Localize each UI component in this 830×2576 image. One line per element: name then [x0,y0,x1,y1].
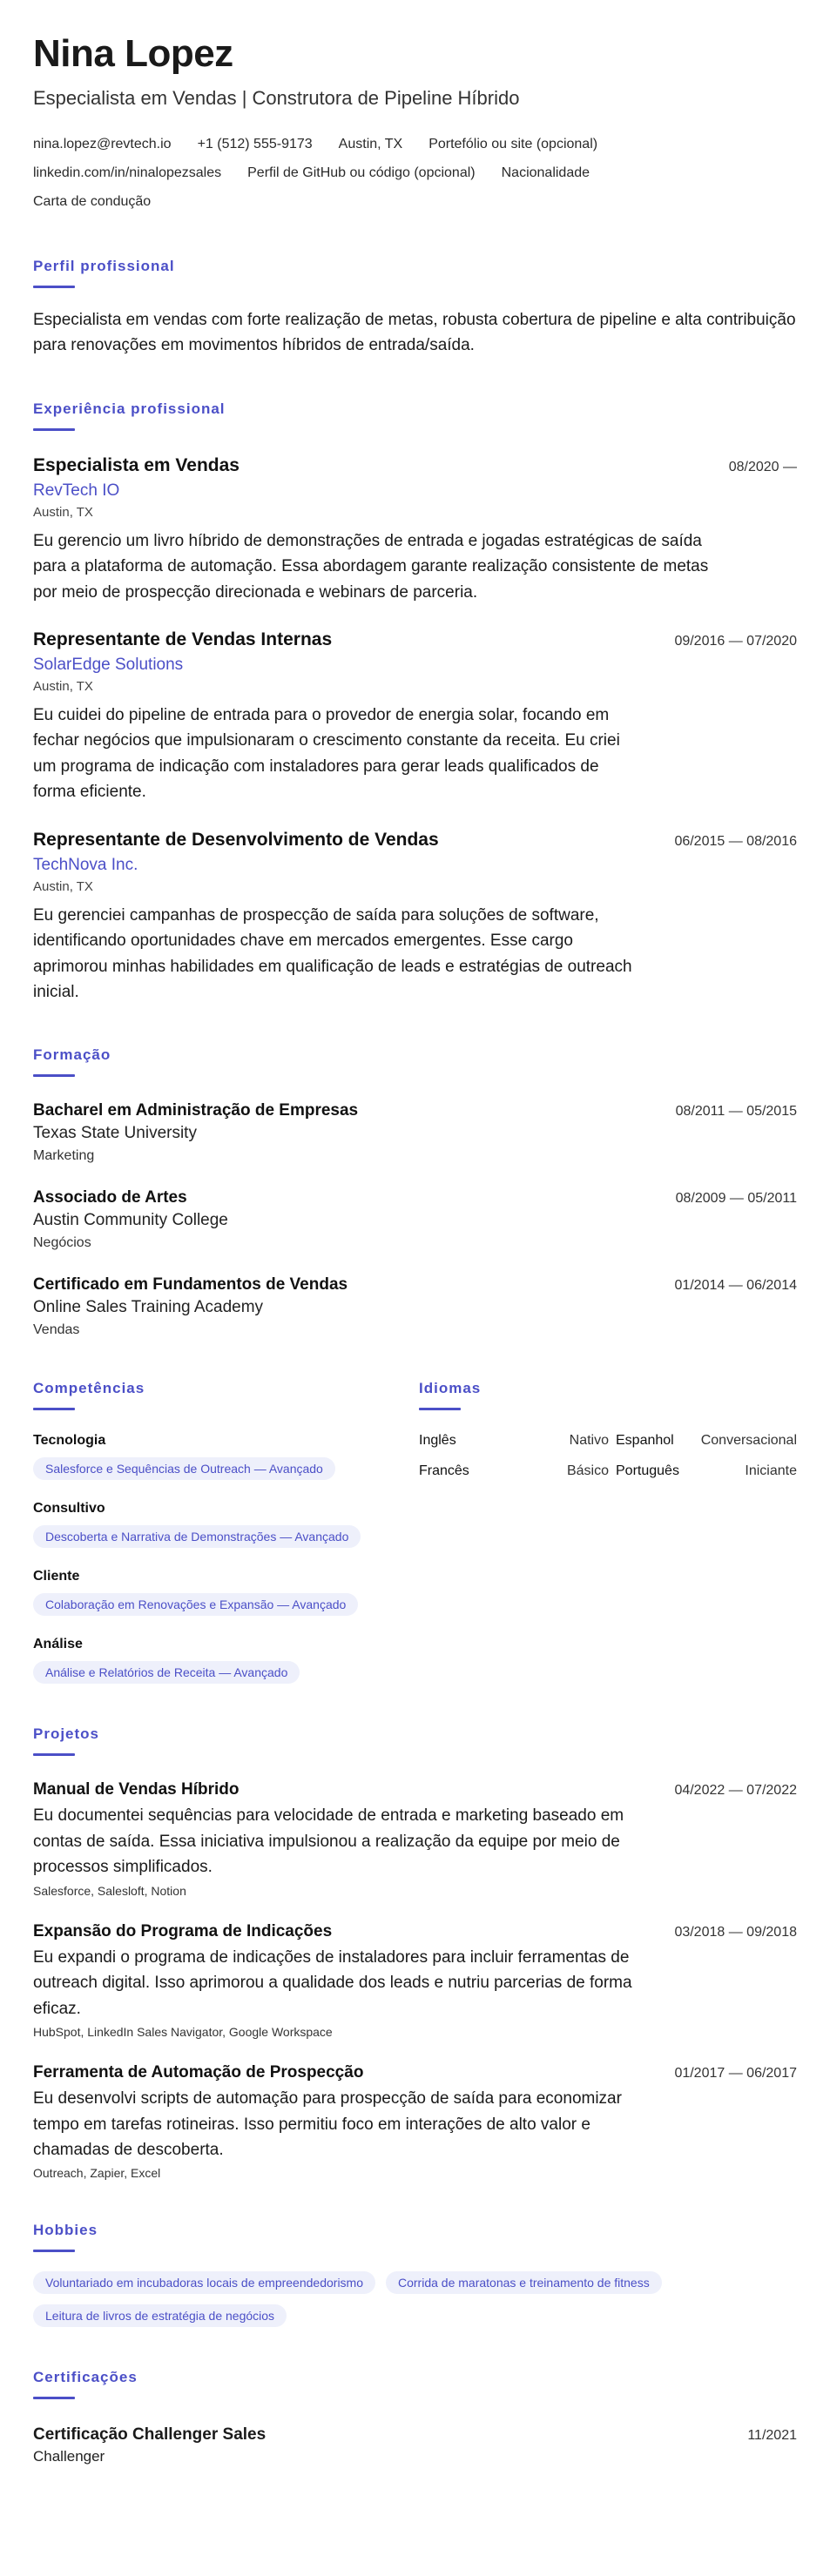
language-list [419,1433,797,1479]
skill-pill: Descoberta e Narrativa de Demonstrações — Avançado [33,1525,361,1548]
hobby-pill: Leitura de livros de estratégia de negócios [33,2304,287,2327]
section-heading: Perfil profissional [33,258,175,288]
degree-title: Certificado em Fundamentos de Vendas [33,1275,348,1295]
education-section [33,1046,797,1338]
education-entry [33,1101,797,1164]
hobby-pill: Voluntariado em incubadoras locais de empreendedorismo [33,2271,375,2294]
section-heading: Competências [33,1380,145,1410]
project-title: Ferramenta de Automação de Prospecção [33,2063,364,2082]
contact-email: nina.lopez@revtech.io [33,136,172,151]
section-heading: Projetos [33,1725,99,1756]
job-description: Eu cuidei do pipeline de entrada para o provedor de energia solar, focando em fechar negócios que impulsionaram o crescimento constante da receita. Eu criei um programa de indicação com instaladores para gerar leads qualificados de forma eficiente. [33,705,620,802]
job-location: Austin, TX [33,678,93,694]
school-name: Online Sales Training Academy [33,1298,264,1317]
project-title: Manual de Vendas Híbrido [33,1780,240,1799]
certification-entry [33,2425,797,2465]
skills-languages-row [33,1380,797,1684]
skills-section [33,1380,419,1684]
language-name: Português [616,1463,679,1479]
education-date: 01/2014 — 06/2014 [674,1278,797,1294]
skill-category: Análise [33,1637,83,1652]
study-field: Vendas [33,1322,80,1338]
project-entry [33,1780,797,1897]
language-level: Iniciante [745,1463,797,1479]
education-date: 08/2011 — 05/2015 [675,1104,797,1120]
section-heading: Formação [33,1046,111,1077]
education-date: 08/2009 — 05/2011 [675,1191,797,1207]
language-name: Francês [419,1463,469,1479]
study-field: Negócios [33,1235,91,1251]
job-title: Representante de Desenvolvimento de Vendas [33,829,439,850]
skill-category: Cliente [33,1569,80,1584]
hobby-pill: Corrida de maratonas e treinamento de fitness [386,2271,662,2294]
certification-issuer: Challenger [33,2448,105,2465]
language-level: Nativo [569,1433,609,1449]
hobbies-section [33,2222,797,2327]
job-title: Especialista em Vendas [33,454,240,475]
profile-summary: Especialista em vendas com forte realização de metas, robusta cobertura de pipeline e alta contribuição para renovações em movimentos híbridos de entrada/saída. [33,310,796,355]
skill-pill: Colaboração em Renovações e Expansão — Avançado [33,1593,358,1616]
contact-location: Austin, TX [338,136,403,151]
company-name: SolarEdge Solutions [33,655,184,674]
language-name: Inglês [419,1433,456,1449]
languages-section [419,1380,797,1684]
language-level: Conversacional [700,1433,797,1449]
certifications-section [33,2369,797,2465]
school-name: Texas State University [33,1124,197,1143]
skill-group [33,1569,419,1616]
project-tech: Outreach, Zapier, Excel [33,2166,161,2181]
contact-portfolio: Portefólio ou site (opcional) [428,136,598,151]
section-heading: Hobbies [33,2222,98,2252]
skill-pill: Salesforce e Sequências de Outreach — Avançado [33,1457,335,1480]
job-date: 08/2020 — [728,459,797,474]
school-name: Austin Community College [33,1211,228,1230]
experience-entry [33,455,797,605]
skill-group [33,1433,419,1480]
job-location: Austin, TX [33,504,93,520]
certification-title: Certificação Challenger Sales [33,2425,267,2445]
skill-category: Consultivo [33,1501,105,1517]
job-description: Eu gerenciei campanhas de prospecção de saída para soluções de software, identificando oportunidades chave em mercados emergentes. Esse cargo aprimorou minhas habilidades em qualificação de leads e estratégias de outreach inicial. [33,905,632,1002]
job-description: Eu gerencio um livro híbrido de demonstrações de entrada e jogadas estratégicas de saída para a plataforma de automação. Essa abordagem garante realização consistente de metas por meio de prospecção direcionada e webinars de parceria. [33,531,709,602]
experience-entry [33,830,797,1006]
profile-section [33,258,797,359]
candidate-title: Especialista em Vendas | Construtora de Pipeline Híbrido [33,87,520,110]
job-date: 06/2015 — 08/2016 [674,833,797,849]
project-description: Eu expandi o programa de indicações de instaladores para incluir ferramentas de outreach digital. Isso aprimorou a qualidade dos leads e nutriu parcerias de forma eficaz. [33,1947,632,2018]
project-entry [33,1922,797,2039]
company-name: RevTech IO [33,481,120,500]
certification-date: 11/2021 [747,2428,797,2444]
contact-phone: +1 (512) 555-9173 [197,136,313,151]
company-name: TechNova Inc. [33,855,138,874]
candidate-name: Nina Lopez [33,32,233,75]
contact-github: Perfil de GitHub ou código (opcional) [247,165,476,180]
project-tech: HubSpot, LinkedIn Sales Navigator, Google Workspace [33,2025,333,2040]
skill-pill: Análise e Relatórios de Receita — Avançado [33,1661,300,1684]
contact-list [33,130,695,216]
section-heading: Experiência profissional [33,400,226,431]
project-date: 03/2018 — 09/2018 [674,1924,797,1940]
contact-driving-license: Carta de condução [33,193,152,209]
project-date: 04/2022 — 07/2022 [674,1783,797,1799]
education-entry [33,1188,797,1251]
project-date: 01/2017 — 06/2017 [674,2066,797,2082]
section-heading: Certificações [33,2369,138,2399]
skill-group [33,1501,419,1548]
experience-entry [33,629,797,805]
experience-section [33,400,797,1006]
project-tech: Salesforce, Salesloft, Notion [33,1883,186,1898]
resume-header [33,33,797,216]
job-title: Representante de Vendas Internas [33,629,333,649]
projects-section [33,1725,797,2180]
section-heading: Idiomas [419,1380,481,1410]
job-location: Austin, TX [33,878,93,894]
study-field: Marketing [33,1148,95,1164]
project-description: Eu documentei sequências para velocidade de entrada e marketing baseado em contas de saída. Essa iniciativa impulsionou a realização da equipe por meio de processos simplificados. [33,1806,624,1877]
contact-nationality: Nacionalidade [501,165,590,180]
language-level: Básico [566,1463,609,1479]
degree-title: Associado de Artes [33,1188,187,1207]
skill-group [33,1637,419,1684]
contact-linkedin: linkedin.com/in/ninalopezsales [33,165,222,180]
skill-category: Tecnologia [33,1433,106,1449]
project-title: Expansão do Programa de Indicações [33,1921,333,1940]
project-entry [33,2063,797,2180]
job-date: 09/2016 — 07/2020 [674,633,797,649]
degree-title: Bacharel em Administração de Empresas [33,1101,359,1120]
project-description: Eu desenvolvi scripts de automação para prospecção de saída para economizar tempo em tarefas rotineiras. Isso permitiu foco em interações de alto valor e chamadas de descoberta. [33,2089,622,2159]
education-entry [33,1275,797,1338]
language-name: Espanhol [616,1433,674,1449]
hobby-list [33,2271,730,2327]
